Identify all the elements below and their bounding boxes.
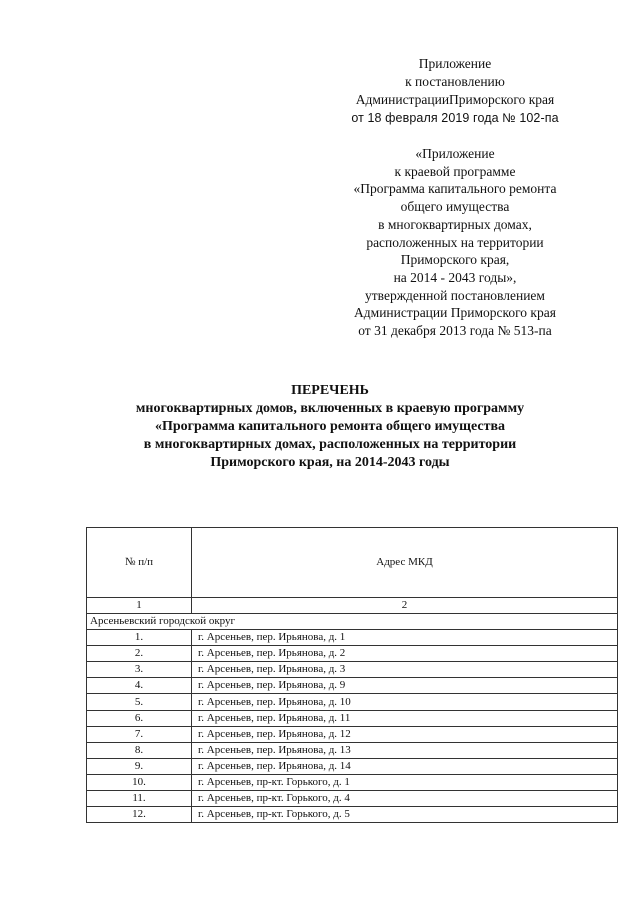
- row-address: г. Арсеньев, пер. Ирьянова, д. 2: [192, 646, 618, 662]
- appendix-program-line: Администрации Приморского края: [354, 305, 556, 321]
- row-number: 7.: [87, 726, 192, 742]
- row-number: 11.: [87, 791, 192, 807]
- title-line: Приморского края, на 2014-2043 годы: [210, 455, 450, 470]
- row-number: 12.: [87, 807, 192, 823]
- appendix-program-block: [330, 145, 580, 340]
- row-number: 4.: [87, 678, 192, 694]
- table-row: [87, 678, 618, 694]
- row-address: г. Арсеньев, пер. Ирьянова, д. 3: [192, 662, 618, 678]
- appendix-decree-block: [330, 55, 580, 127]
- document-title: [60, 382, 600, 472]
- appendix-decree-line3: АдминистрацииПриморского края: [355, 92, 555, 107]
- table-row: [87, 646, 618, 662]
- appendix-program-line: общего имущества: [400, 199, 510, 215]
- appendix-program-line: «Приложение: [415, 146, 495, 161]
- group-row: [87, 614, 618, 630]
- table-row: [87, 694, 618, 710]
- row-number: 2.: [87, 646, 192, 662]
- row-number: 6.: [87, 710, 192, 726]
- row-address: г. Арсеньев, пер. Ирьянова, д. 12: [192, 726, 618, 742]
- table-row: [87, 791, 618, 807]
- table-row: [87, 742, 618, 758]
- row-number: 1.: [87, 630, 192, 646]
- title-line: «Программа капитального ремонта общего имущества: [154, 419, 506, 434]
- table-row: [87, 726, 618, 742]
- row-number: 10.: [87, 774, 192, 790]
- appendix-program-line: «Программа капитального ремонта: [353, 181, 557, 197]
- title-heading: ПЕРЕЧЕНЬ: [291, 383, 369, 398]
- row-address: г. Арсеньев, пр-кт. Горького, д. 4: [192, 791, 618, 807]
- appendix-program-line: утвержденной постановлением: [365, 287, 545, 303]
- column-number-2: 2: [192, 598, 618, 614]
- header-number: № п/п: [87, 528, 192, 598]
- row-number: 3.: [87, 662, 192, 678]
- title-line: в многоквартирных домах, расположенных на территории: [143, 437, 517, 452]
- table-row: [87, 710, 618, 726]
- header-address: Адрес МКД: [192, 528, 618, 598]
- appendix-program-line: на 2014 - 2043 годы»,: [393, 269, 517, 285]
- row-address: г. Арсеньев, пер. Ирьянова, д. 14: [192, 758, 618, 774]
- table-row: [87, 807, 618, 823]
- title-line: многоквартирных домов, включенных в краевую программу: [135, 401, 525, 416]
- appendix-program-line: Приморского края,: [400, 252, 510, 268]
- table-row: [87, 774, 618, 790]
- table-row: [87, 758, 618, 774]
- appendix-program-line: в многоквартирных домах,: [378, 216, 532, 232]
- table-row: [87, 630, 618, 646]
- table-row: [87, 662, 618, 678]
- row-address: г. Арсеньев, пер. Ирьянова, д. 10: [192, 694, 618, 710]
- row-address: г. Арсеньев, пер. Ирьянова, д. 9: [192, 678, 618, 694]
- appendix-program-line: расположенных на территории: [366, 234, 544, 250]
- appendix-program-line: от 31 декабря 2013 года № 513-па: [358, 323, 552, 339]
- table-header-row: [87, 528, 618, 598]
- group-name: Арсеньевский городской округ: [87, 614, 618, 630]
- row-number: 5.: [87, 694, 192, 710]
- appendix-decree-line1: Приложение: [418, 56, 492, 71]
- appendix-decree-date-number: от 18 февраля 2019 года № 102-па: [351, 111, 559, 125]
- row-number: 9.: [87, 758, 192, 774]
- column-number-row: [87, 598, 618, 614]
- row-address: г. Арсеньев, пер. Ирьянова, д. 11: [192, 710, 618, 726]
- row-address: г. Арсеньев, пер. Ирьянова, д. 13: [192, 742, 618, 758]
- appendix-program-line: к краевой программе: [394, 163, 516, 179]
- appendix-decree-line2: к постановлению: [405, 74, 505, 89]
- column-number-1: 1: [87, 598, 192, 614]
- row-address: г. Арсеньев, пр-кт. Горького, д. 5: [192, 807, 618, 823]
- buildings-table: [86, 527, 618, 823]
- row-number: 8.: [87, 742, 192, 758]
- row-address: г. Арсеньев, пр-кт. Горького, д. 1: [192, 774, 618, 790]
- row-address: г. Арсеньев, пер. Ирьянова, д. 1: [192, 630, 618, 646]
